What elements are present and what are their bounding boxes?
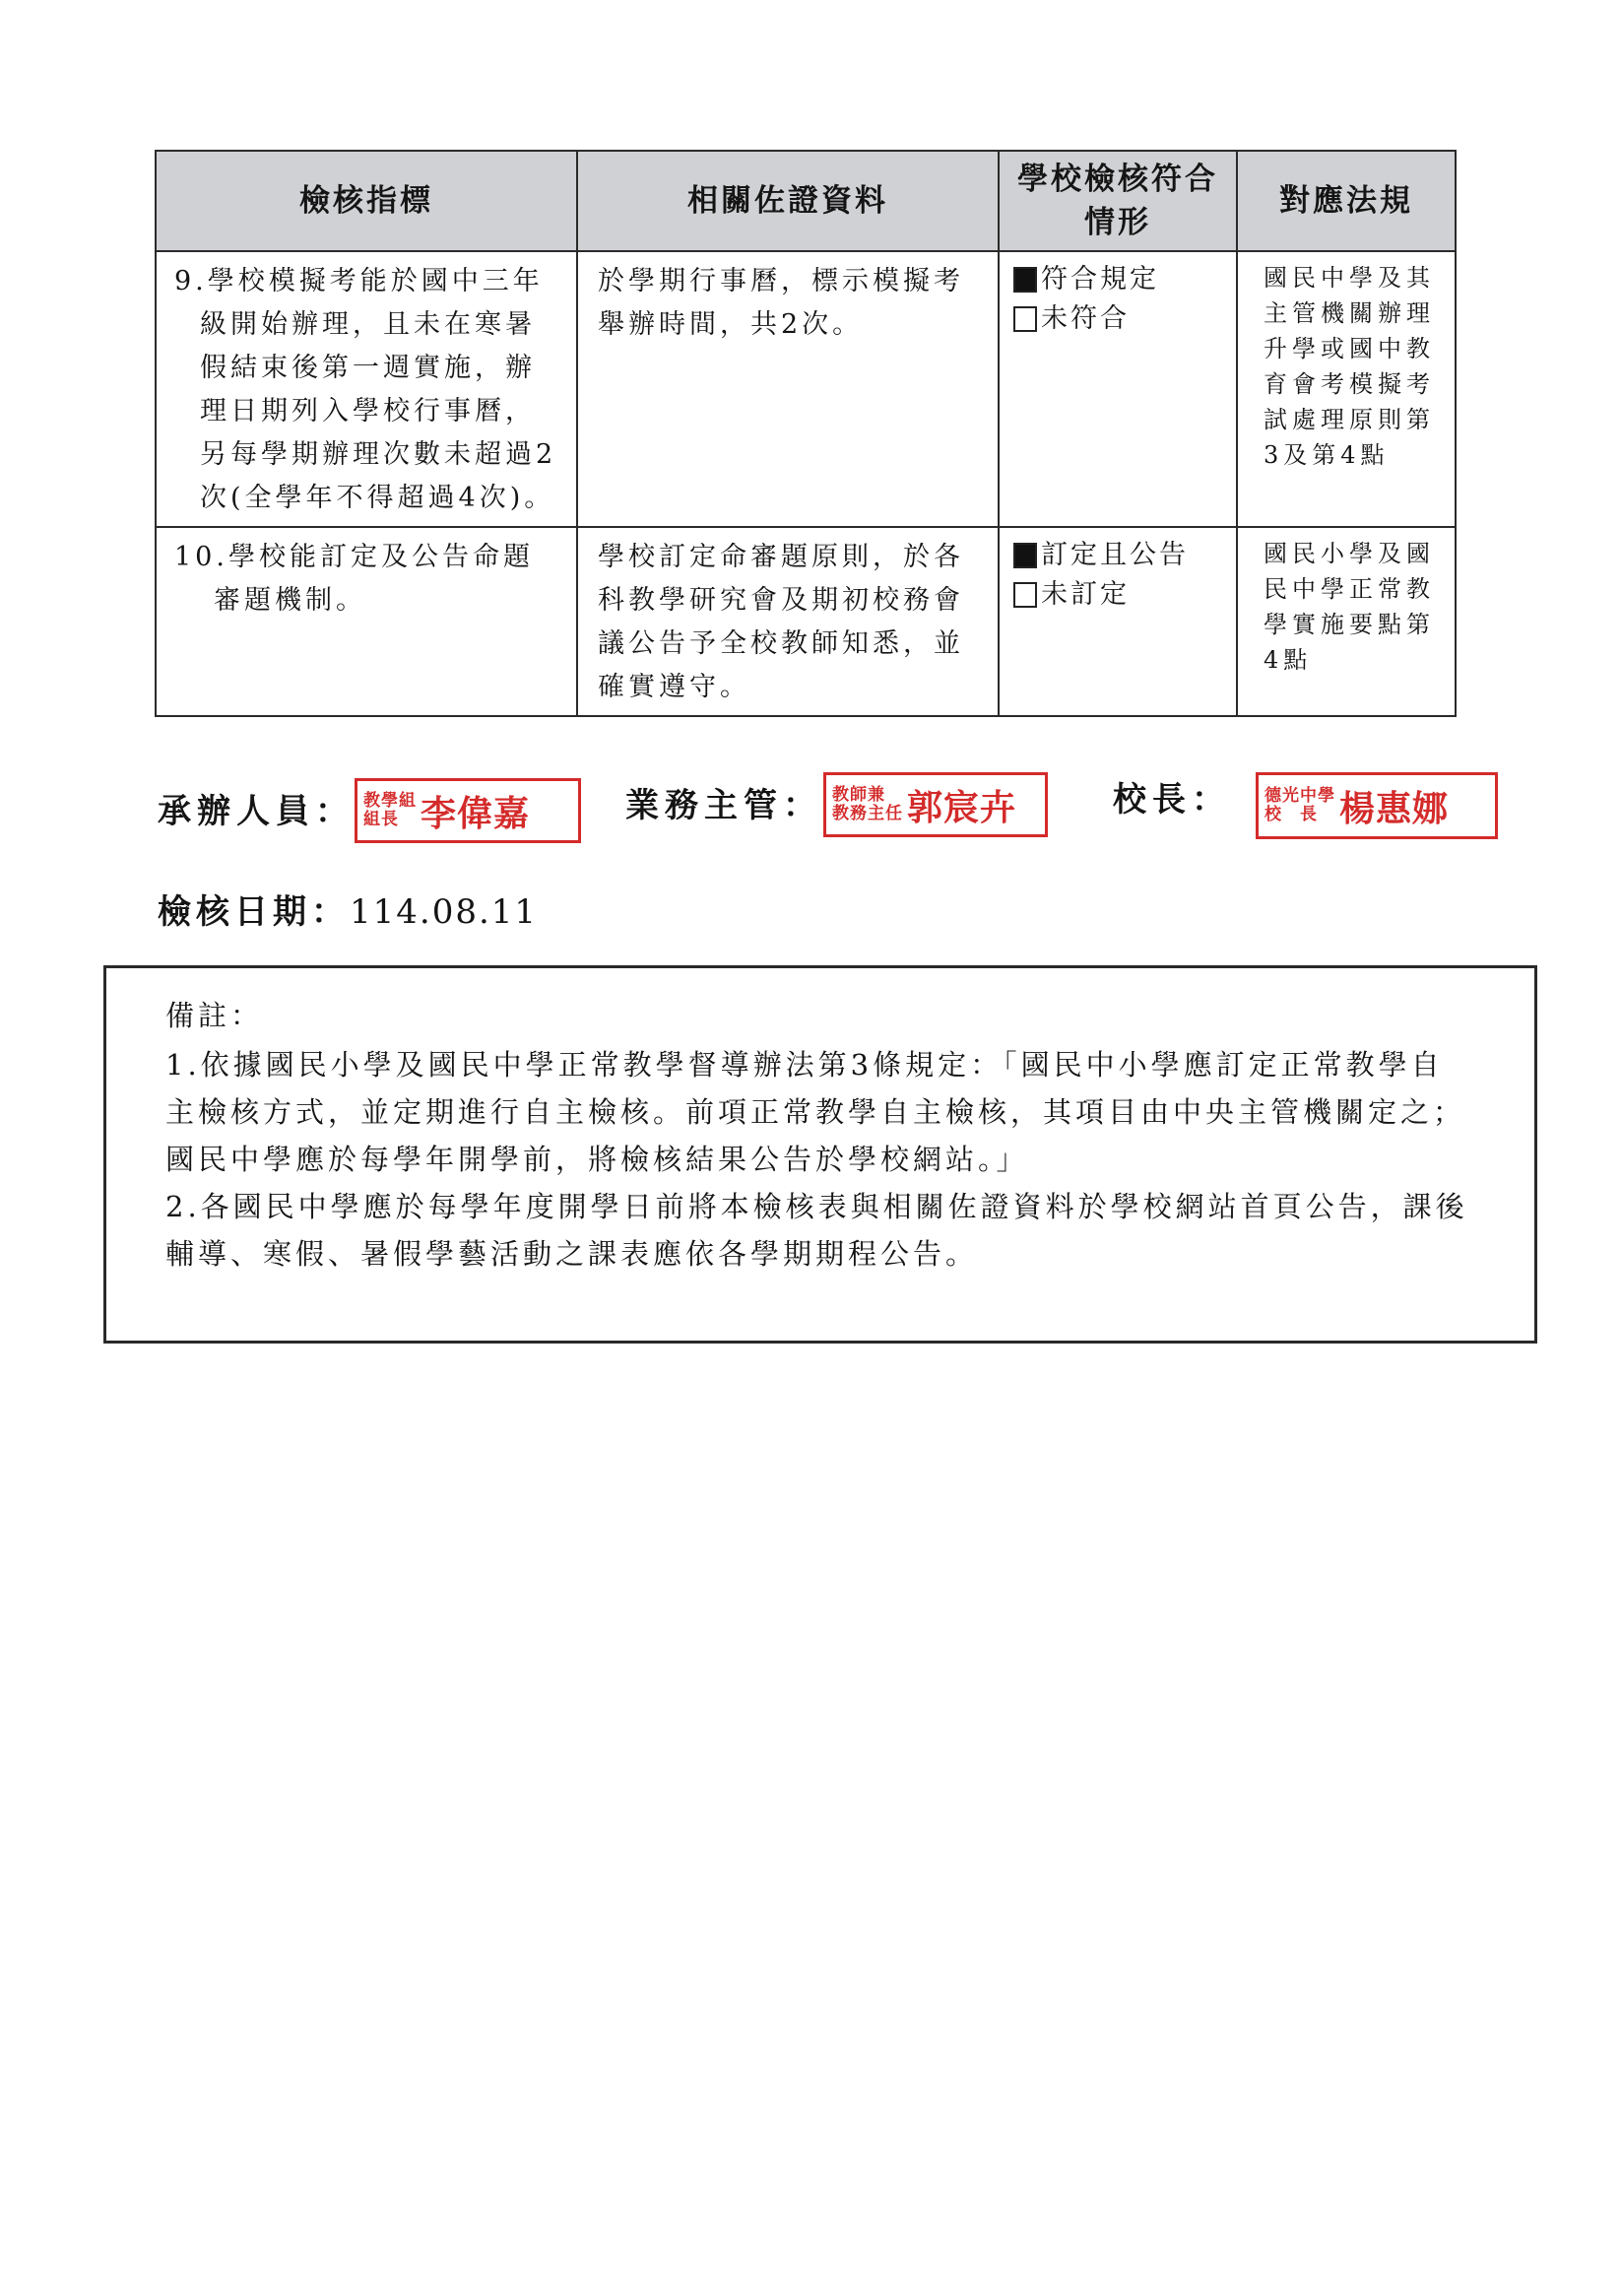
notes-title: 備註： — [165, 999, 264, 1032]
header-evidence: 相關佐證資料 — [577, 151, 999, 251]
indicator-cell — [156, 251, 577, 527]
review-date — [158, 885, 538, 933]
principal-label: 校長： — [1113, 780, 1231, 820]
status-option-label: 符合規定 — [1041, 264, 1159, 295]
supervisor-label: 業務主管： — [625, 786, 822, 825]
handler-seal-name: 李偉嘉 — [421, 792, 531, 834]
note-item: 2.各國民中學應於每學年度開學日前將本檢核表與相關佐證資料於學校網站首頁公告，課後輔導、寒假、暑假學藝活動之課表應依各學期期程公告。 — [165, 1190, 1468, 1271]
table-header-row — [156, 151, 1456, 251]
supervisor-seal-title — [832, 786, 903, 823]
handler-seal-title-line: 教學組 — [363, 791, 417, 811]
supervisor-seal-title-line: 教師兼 — [832, 785, 885, 805]
evidence-cell — [577, 251, 999, 527]
note-item: 1.依據國民小學及國民中學正常教學督導辦法第3條規定：「國民中小學應訂定正常教學自主檢核方式，並定期進行自主檢核。前項正常教學自主檢核，其項目由中央主管機關定之；國民中學應於每學年開學前，將檢核結果公告於學校網站。」 — [165, 1048, 1466, 1176]
indicator-cell — [156, 527, 577, 716]
evidence-text: 於學期行事曆，標示模擬考舉辦時間，共2次。 — [598, 266, 964, 340]
law-text: 國民小學及國民中學正常教學實施要點第4點 — [1264, 540, 1435, 674]
status-option-label: 未訂定 — [1041, 579, 1130, 610]
checklist-table — [155, 150, 1457, 717]
table-row — [156, 251, 1456, 527]
supervisor-seal — [823, 772, 1048, 837]
notes-box — [103, 965, 1537, 1344]
header-status: 學校檢核符合情形 — [999, 151, 1237, 251]
checked-box-icon[interactable] — [1013, 543, 1037, 568]
status-option[interactable] — [1013, 299, 1228, 339]
supervisor-seal-title-line: 教務主任 — [832, 804, 903, 823]
status-option[interactable] — [1013, 536, 1228, 575]
principal-seal-title-line: 德光中學 — [1264, 786, 1335, 806]
status-option-label: 訂定且公告 — [1041, 540, 1189, 570]
checked-box-icon[interactable] — [1013, 267, 1037, 293]
handler-label: 承辦人員： — [158, 792, 355, 831]
handler-seal-title-line: 組長 — [363, 810, 399, 829]
handler-seal — [355, 778, 581, 843]
principal-seal — [1256, 772, 1498, 839]
supervisor-seal-name: 郭宸卉 — [907, 786, 1017, 828]
handler-seal-title — [363, 792, 417, 829]
indicator-text: 9.學校模擬考能於國中三年級開始辦理，且未在寒暑假結束後第一週實施，辦理日期列入學校行事曆，另每學期辦理次數未超過2次(全學年不得超過4次)。 — [174, 266, 557, 513]
review-date-label: 檢核日期： — [158, 892, 350, 932]
principal-seal-title-line: 校 長 — [1264, 805, 1318, 824]
unchecked-box-icon[interactable] — [1013, 582, 1037, 608]
evidence-cell — [577, 527, 999, 716]
law-cell — [1237, 527, 1456, 716]
status-option[interactable] — [1013, 575, 1228, 615]
status-option[interactable] — [1013, 260, 1228, 299]
status-cell — [999, 251, 1237, 527]
principal-seal-name: 楊惠娜 — [1339, 787, 1450, 829]
signature-row — [158, 778, 1517, 847]
indicator-text: 10.學校能訂定及公告命題審題機制。 — [174, 542, 534, 616]
law-cell — [1237, 251, 1456, 527]
unchecked-box-icon[interactable] — [1013, 306, 1037, 332]
checklist-table-container — [155, 150, 1457, 717]
header-indicator: 檢核指標 — [156, 151, 577, 251]
header-law: 對應法規 — [1237, 151, 1456, 251]
review-date-value: 114.08.11 — [350, 892, 539, 932]
status-option-label: 未符合 — [1041, 303, 1130, 334]
evidence-text: 學校訂定命審題原則，於各科教學研究會及期初校務會議公告予全校教師知悉，並確實遵守。 — [598, 542, 964, 702]
principal-seal-title — [1264, 787, 1335, 824]
law-text: 國民中學及其主管機關辦理升學或國中教育會考模擬考試處理原則第3及第4點 — [1264, 264, 1435, 469]
status-cell — [999, 527, 1237, 716]
table-row — [156, 527, 1456, 716]
